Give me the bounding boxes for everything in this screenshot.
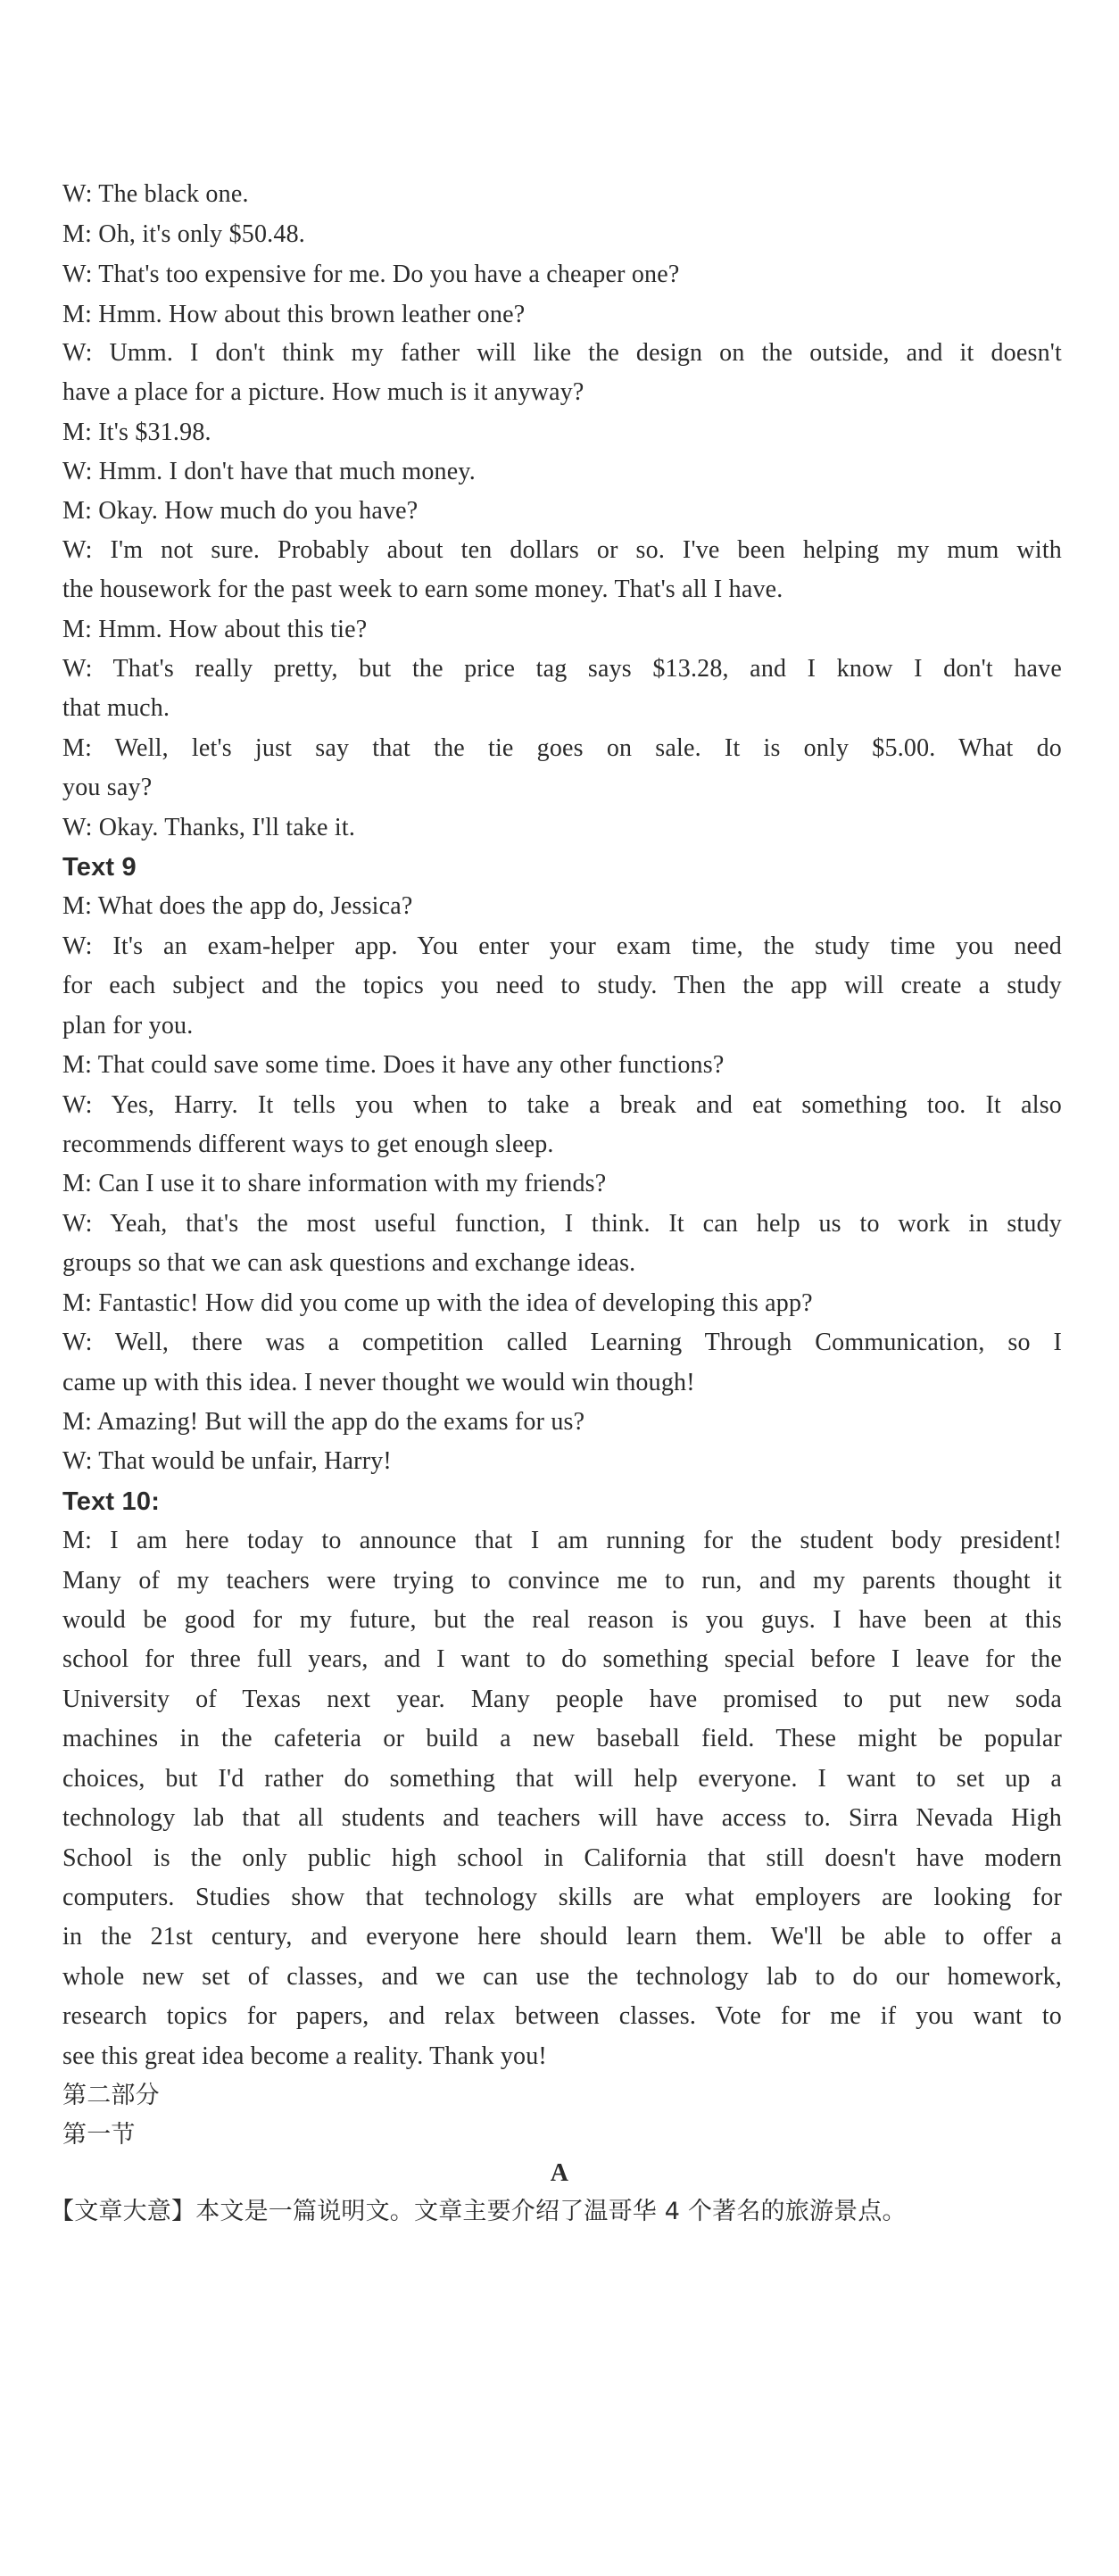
section-heading-text-10: Text 10: <box>62 1487 161 1516</box>
speech-line: choices, but I'd rather do something that will help everyone. I want to set up a <box>62 1765 1062 1793</box>
dialogue-line: M: That could save some time. Does it have any other functions? <box>62 1051 725 1079</box>
dialogue-line: M: Hmm. How about this brown leather one? <box>62 301 526 328</box>
dialogue-line: for each subject and the topics you need to study. Then the app will create a study <box>62 972 1062 999</box>
dialogue-line: W: Hmm. I don't have that much money. <box>62 458 476 485</box>
speech-line: school for three full years, and I want to do something special before I leave for the <box>62 1645 1062 1673</box>
dialogue-line: M: What does the app do, Jessica? <box>62 892 413 920</box>
dialogue-line: recommends different ways to get enough sleep. <box>62 1131 554 1158</box>
dialogue-line: that much. <box>62 694 170 722</box>
dialogue-line: W: Okay. Thanks, I'll take it. <box>62 814 356 841</box>
article-summary: 【文章大意】本文是一篇说明文。文章主要介绍了温哥华 4 个著名的旅游景点。 <box>50 2198 907 2225</box>
dialogue-line: came up with this idea. I never thought we would win though! <box>62 1369 695 1396</box>
speech-line: University of Texas next year. Many people have promised to put new soda <box>62 1686 1062 1713</box>
dialogue-line: W: It's an exam-helper app. You enter your exam time, the study time you need <box>62 932 1062 960</box>
section-heading-text-9: Text 9 <box>62 853 137 882</box>
speech-line: machines in the cafeteria or build a new baseball field. These might be popular <box>62 1725 1062 1752</box>
dialogue-line: W: Yeah, that's the most useful function, I think. It can help us to work in study <box>62 1210 1062 1238</box>
dialogue-line: plan for you. <box>62 1012 194 1040</box>
speech-line: research topics for papers, and relax between classes. Vote for me if you want to <box>62 2002 1062 2030</box>
part-heading: 第二部分 <box>62 2082 160 2109</box>
dialogue-line: have a place for a picture. How much is it anyway? <box>62 378 584 406</box>
speech-line: would be good for my future, but the real reason is you guys. I have been at this <box>62 1606 1062 1634</box>
speech-line: whole new set of classes, and we can use the technology lab to do our homework, <box>62 1963 1062 1991</box>
speech-line: Many of my teachers were trying to convince me to run, and my parents thought it <box>62 1567 1062 1594</box>
speech-line: M: I am here today to announce that I am running for the student body president! <box>62 1527 1062 1554</box>
dialogue-line: M: Amazing! But will the app do the exams for us? <box>62 1408 585 1436</box>
section-heading: 第一节 <box>62 2121 136 2149</box>
dialogue-line: you say? <box>62 774 153 801</box>
dialogue-line: W: Well, there was a competition called Learning Through Communication, so I <box>62 1329 1062 1356</box>
dialogue-line: W: Umm. I don't think my father will like the design on the outside, and it doesn't <box>62 339 1062 367</box>
dialogue-line: M: Fantastic! How did you come up with the idea of developing this app? <box>62 1289 813 1317</box>
speech-line: computers. Studies show that technology skills are what employers are looking for <box>62 1884 1062 1911</box>
dialogue-line: the housework for the past week to earn some money. That's all I have. <box>62 576 783 603</box>
dialogue-line: W: Yes, Harry. It tells you when to take a break and eat something too. It also <box>62 1091 1062 1119</box>
speech-line: technology lab that all students and teachers will have access to. Sirra Nevada High <box>62 1804 1062 1832</box>
dialogue-line: W: That's really pretty, but the price tag says $13.28, and I know I don't have <box>62 655 1062 683</box>
dialogue-line: M: Hmm. How about this tie? <box>62 616 368 643</box>
dialogue-line: W: That's too expensive for me. Do you have a cheaper one? <box>62 261 680 288</box>
dialogue-line: W: I'm not sure. Probably about ten dollars or so. I've been helping my mum with <box>62 536 1062 564</box>
dialogue-line: groups so that we can ask questions and exchange ideas. <box>62 1249 636 1277</box>
dialogue-line: M: Can I use it to share information with my friends? <box>62 1170 607 1197</box>
dialogue-line: M: Okay. How much do you have? <box>62 497 419 525</box>
dialogue-line: W: That would be unfair, Harry! <box>62 1447 392 1475</box>
speech-line: in the 21st century, and everyone here should learn them. We'll be able to offer a <box>62 1923 1062 1951</box>
passage-label: A <box>550 2159 569 2187</box>
speech-line: School is the only public high school in California that still doesn't have modern <box>62 1844 1062 1872</box>
speech-line: see this great idea become a reality. Thank you! <box>62 2042 547 2070</box>
dialogue-line: M: Oh, it's only $50.48. <box>62 220 305 248</box>
dialogue-line: M: It's $31.98. <box>62 418 211 446</box>
dialogue-line: M: Well, let's just say that the tie goes on sale. It is only $5.00. What do <box>62 734 1062 762</box>
dialogue-line: W: The black one. <box>62 180 249 208</box>
